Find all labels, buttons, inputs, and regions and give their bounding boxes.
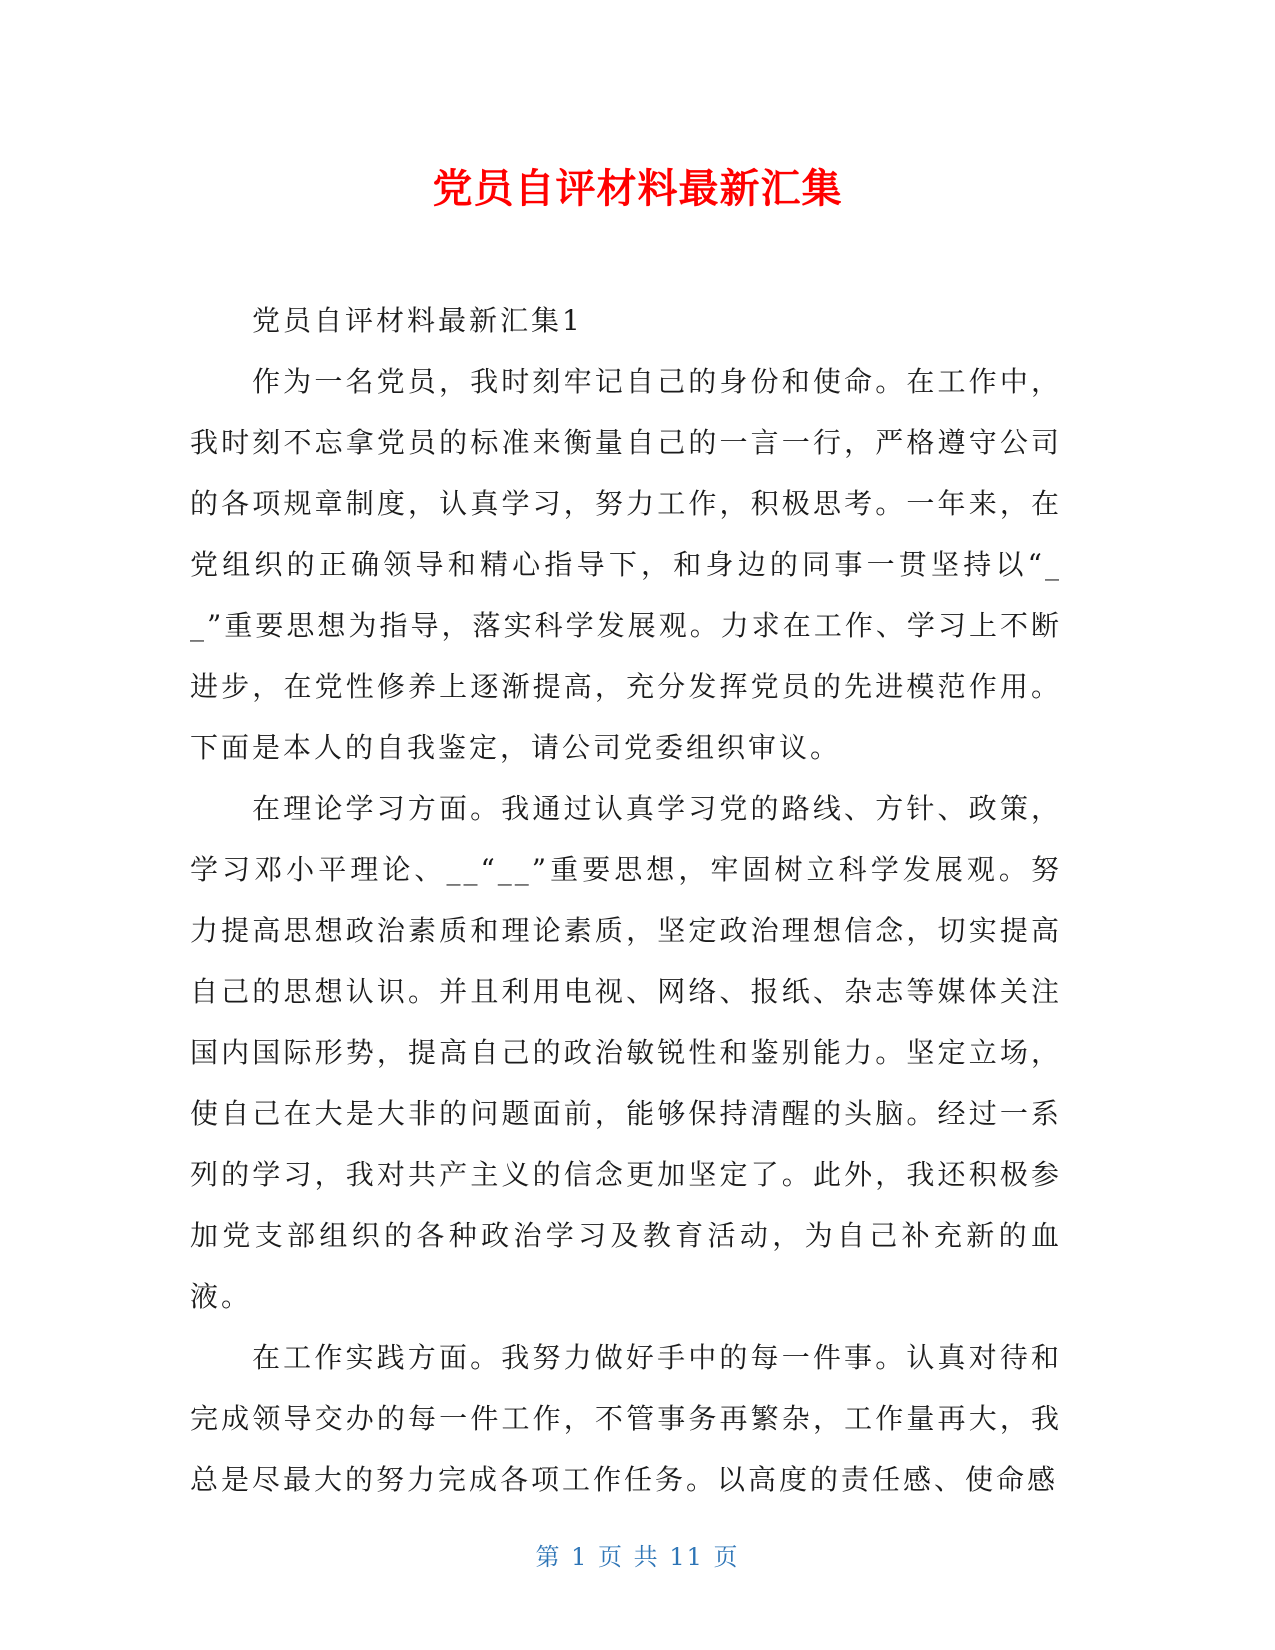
paragraph-theory-study: 在理论学习方面。我通过认真学习党的路线、方针、政策，学习邓小平理论、__“__”重要思想，牢固树立科学发展观。努力提高思想政治素质和理论素质，坚定政治理想信念，切实提高自己的思想认识。并且利用电视、网络、报纸、杂志等媒体关注国内国际形势，提高自己的政治敏锐性和鉴别能力。坚定立场，使自己在大是大非的问题面前，能够保持清醒的头脑。经过一系列的学习，我对共产主义的信念更加坚定了。此外，我还积极参加党支部组织的各种政治学习及教育活动，为自己补充新的血液。: [190, 792, 1062, 1313]
footer-current-page: 1: [571, 1543, 589, 1571]
page-footer: [0, 1537, 1275, 1572]
footer-suffix: 页: [713, 1543, 740, 1571]
section-heading: 党员自评材料最新汇集1: [252, 304, 583, 337]
document-body: [190, 290, 1062, 1510]
footer-total-pages: 11: [669, 1543, 704, 1571]
paragraph-intro: 作为一名党员，我时刻牢记自己的身份和使命。在工作中，我时刻不忘拿党员的标准来衡量自己的一言一行，严格遵守公司的各项规章制度，认真学习，努力工作，积极思考。一年来，在党组织的正确领导和精心指导下，和身边的同事一贯坚持以“__”重要思想为指导，落实科学发展观。力求在工作、学习上不断进步，在党性修养上逐渐提高，充分发挥党员的先进模范作用。下面是本人的自我鉴定，请公司党委组织审议。: [190, 365, 1062, 764]
footer-prefix: 第: [535, 1543, 562, 1571]
footer-middle: 页 共: [598, 1543, 660, 1571]
paragraph-work-practice: 在工作实践方面。我努力做好手中的每一件事。认真对待和完成领导交办的每一件工作，不管事务再繁杂，工作量再大，我总是尽最大的努力完成各项工作任务。以高度的责任感、使命感: [190, 1341, 1062, 1496]
document-title: 党员自评材料最新汇集: [432, 166, 843, 212]
